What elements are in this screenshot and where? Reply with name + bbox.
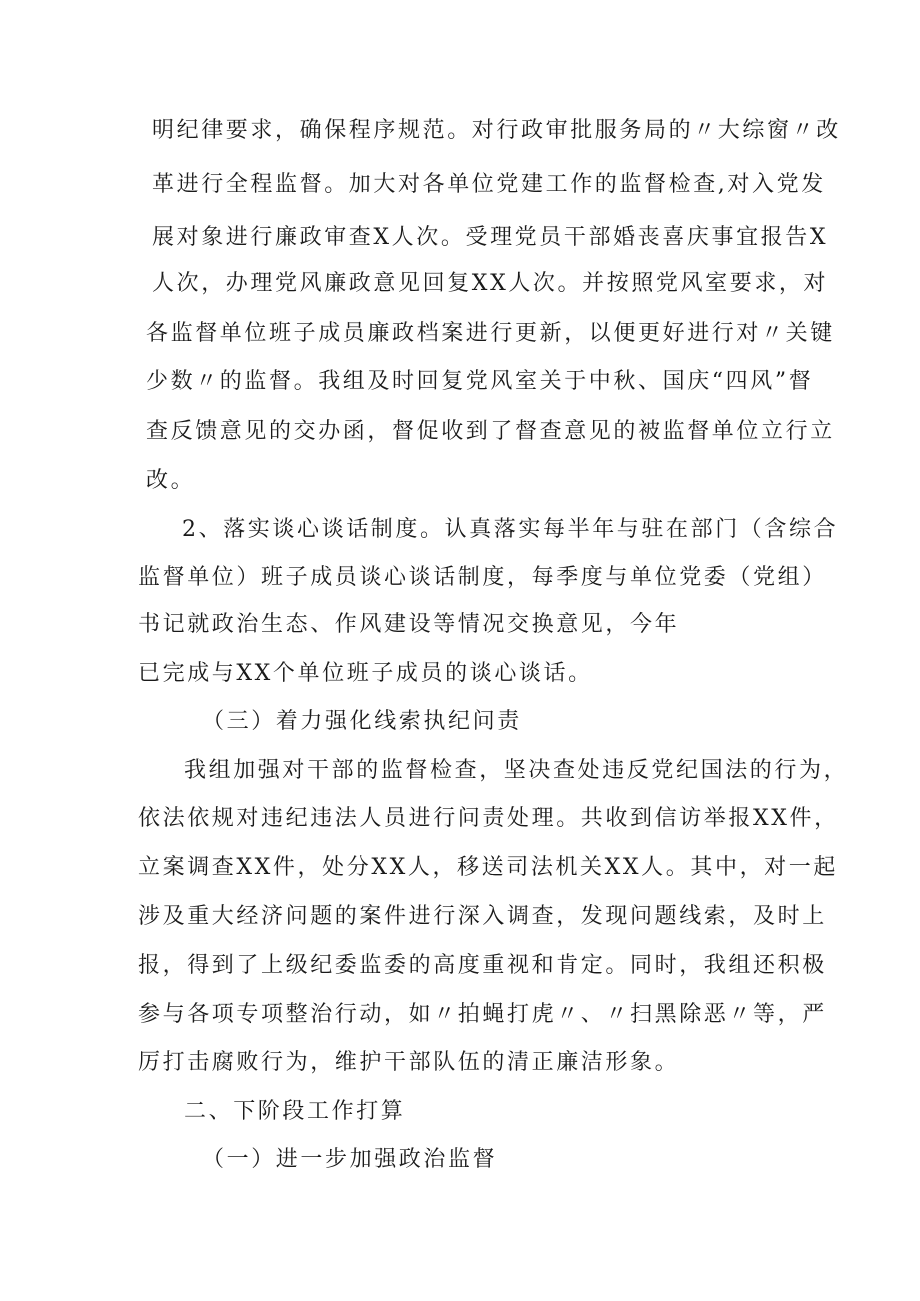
text-line: 立案调查XX件，处分XX人，移送司法机关XX人。其中，对一起 — [138, 855, 838, 880]
text-line: 我组加强对干部的监督检查，坚决查处违反党纪国法的行为， — [184, 758, 849, 783]
text-line: 明纪律要求，确保程序规范。对行政审批服务局的〃大综窗〃改 — [152, 118, 841, 143]
text-line: 人次，办理党风廉政意见回复XX人次。并按照党风室要求，对 — [152, 271, 829, 296]
text-line: 各监督单位班子成员廉政档案进行更新，以便更好进行对〃关键 — [146, 321, 835, 346]
text-line: 改。 — [146, 468, 196, 493]
text-line: 报，得到了上级纪委监委的高度重视和肯定。同时，我组还积极 — [138, 953, 827, 978]
text-line: 参与各项专项整治行动，如〃拍蝇打虎〃、〃扫黑除恶〃等，严 — [138, 1002, 827, 1027]
text-line: 厉打击腐败行为，维护干部队伍的清正廉洁形象。 — [138, 1050, 680, 1075]
subsection-heading-1: （一）进一步加强政治监督 — [202, 1147, 498, 1172]
text-line: 依法依规对违纪违法人员进行问责处理。共收到信访举报XX件， — [138, 806, 839, 831]
text-line: 2、落实谈心谈话制度。认真落实每半年与驻在部门（含综合 — [182, 517, 839, 542]
section-heading-2: 二、下阶段工作打算 — [184, 1099, 406, 1124]
text-line: 查反馈意见的交办函，督促收到了督查意见的被监督单位立行立 — [146, 419, 835, 444]
section-heading-3: （三）着力强化线索执纪问责 — [202, 709, 522, 734]
text-line: 展对象进行廉政审查X人次。受理党员干部婚丧喜庆事宜报告X — [152, 225, 829, 250]
text-line: 少数〃的监督。我组及时回复党风室关于中秋、国庆“四风”督 — [146, 369, 814, 394]
text-line: 监督单位）班子成员谈心谈话制度，每季度与单位党委（党组） — [138, 565, 827, 590]
text-line: 涉及重大经济问题的案件进行深入调查，发现问题线索，及时上 — [138, 904, 827, 929]
text-line: 书记就政治生态、作风建设等情况交换意见，今年 — [138, 612, 680, 637]
text-line: 革进行全程监督。加大对各单位党建工作的监督检查,对入党发 — [152, 172, 826, 197]
text-line: 已完成与XX个单位班子成员的谈心谈话。 — [138, 661, 593, 686]
